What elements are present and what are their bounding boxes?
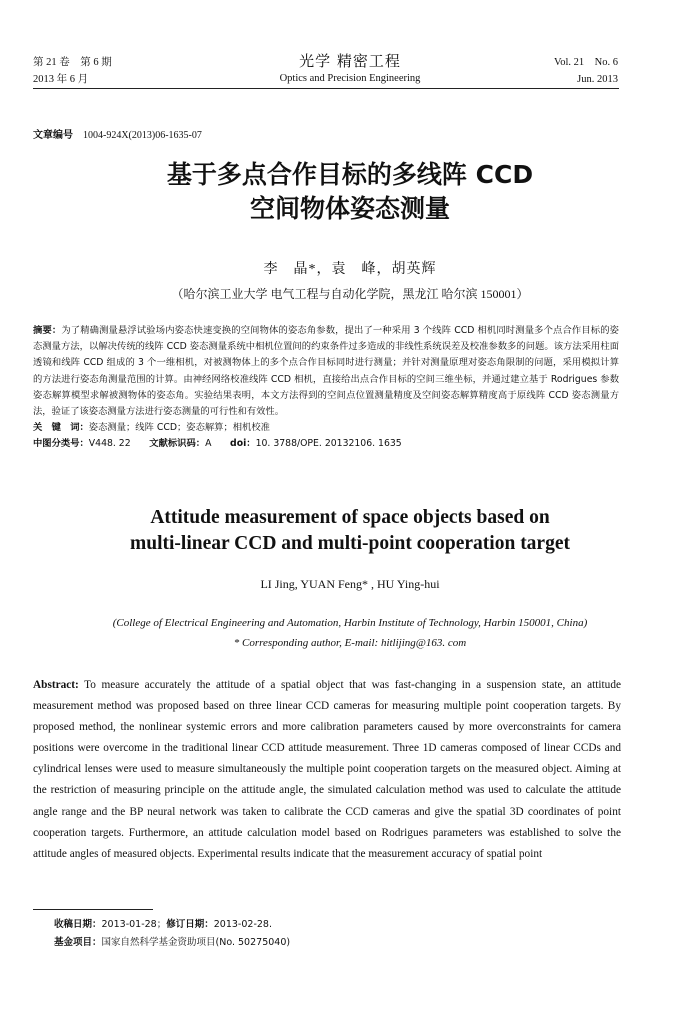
en-abstract-text: To measure accurately the attitude of a spatial object that was fast-changing in a suspension state, an attitude measurement method was proposed based on three linear CCD cameras for measuring multiple point cooperation targets. By proposed method, the nonlinear systemic errors and more calibration parameters caused by more overconstraints for camera positions were overcome in the traditional linear CCD attitude measurement. Three 1D cameras composed of linear CCDs and cylindrical lenses were used to measure simultaneously the multiple point cooperation targets on the measured object. Aiming at the restriction of measuring principle on the attitude angle, the simulated calculation method was used to calculate the attitude angle range and the BP neural network was taken to calibrate the CCD cameras and give the spatial 3D coordinates of point cooperation targets. Furthermore, an attitude calculation model based on Rodrigues parameters was established to solve the attitude angles of measured objects. Experimental results indicate that the measurement accuracy of spatial point (33, 679, 621, 860)
cn-keywords (33, 420, 619, 436)
cn-classification (33, 436, 619, 452)
cn-affiliation: （哈尔滨工业大学 电气工程与自动化学院，黑龙江 哈尔滨 150001） (171, 287, 529, 301)
en-authors: LI Jing, YUAN Feng* , HU Ying-hui (260, 577, 440, 591)
corresponding-author: * Corresponding author, E-mail: hitlijing@163. com (233, 637, 467, 649)
volume-issue-en: Vol. 21 No. 6 (554, 57, 618, 68)
header-center (200, 50, 500, 84)
date-en: Jun. 2013 (577, 74, 618, 85)
clc-label: 中图分类号： (33, 438, 89, 450)
en-title (0, 505, 700, 557)
doi-label: doi： (230, 438, 256, 450)
received-label: 收稿日期： (54, 919, 102, 930)
en-title-line1: Attitude measurement of space objects based on (150, 507, 550, 528)
doc-code-label: 文献标识码： (149, 438, 206, 450)
cn-abstract-block (33, 323, 619, 453)
cn-abstract-label: 摘要： (33, 325, 62, 336)
clc-value: V448. 22 (88, 438, 131, 450)
fund-label: 基金项目： (54, 937, 102, 948)
revised-date: 2013-02-28. (213, 919, 272, 930)
header-left (33, 54, 112, 88)
cn-abstract (33, 323, 619, 420)
header-right (554, 54, 618, 88)
cn-title-line1: 基于多点合作目标的多线阵 CCD (166, 160, 534, 189)
cn-title-line2: 空间物体姿态测量 (249, 194, 450, 223)
en-affiliation-block (0, 613, 700, 653)
header-divider (33, 88, 619, 89)
volume-issue-cn: 第 21 卷 第 6 期 (33, 57, 112, 68)
article-number (33, 126, 202, 141)
date-cn: 2013 年 6 月 (33, 74, 89, 85)
cn-abstract-text: 为了精确测量悬浮试验场内姿态快速变换的空间物体的姿态角参数，提出了一种采用 3 个线阵 CCD 相机同时测量多个点合作目标的姿态测量方法，以解决传统的线阵 CCD 姿态测量系统中相机位置间的约束条件过多造成的非线性系统误差及校准参数多的问题。该方法采用柱面透镜和线阵 CCD 组成的 3 个一维相机，对被测物体上的多个点合作目标同时进行测量；并针对测量原理对姿态角限制的问题，采用模拟计算的方法进行姿态角测量范围的计算。由神经网络校准线阵 CCD 相机，直接给出点合作目标的空间三维坐标，并通过建立基于 Rodrigues 参数姿态解算模型求解被测物体的姿态角。实验结果表明，本文方法得到的空间点位置测量精度及空间姿态解算精度高于原线阵 CCD 姿态测量方法，验证了该姿态测量方法进行姿态测量的可行性和有效性。 (33, 325, 619, 418)
fund-value: 国家自然科学基金资助项目(No. 50275040) (101, 937, 291, 948)
en-abstract (33, 675, 621, 865)
footnote-divider (33, 909, 153, 910)
received-date: 2013-01-28； (101, 919, 167, 930)
footnote-fund (54, 934, 290, 952)
cn-keywords-label: 关 键 词： (33, 422, 89, 434)
article-number-label: 文章编号 (33, 130, 73, 141)
cn-title (0, 158, 700, 226)
article-number-value: 1004-924X(2013)06-1635-07 (83, 130, 202, 141)
journal-title-en: Optics and Precision Engineering (279, 73, 421, 84)
footnote-dates (54, 916, 290, 934)
en-title-line2: multi-linear CCD and multi-point cooperation target (130, 533, 570, 554)
doc-code-value: A (205, 438, 212, 450)
journal-title-cn: 光学 精密工程 (299, 52, 401, 70)
en-abstract-label: Abstract: (33, 679, 79, 691)
footnote (54, 916, 290, 952)
en-affiliation: (College of Electrical Engineering and Automation, Harbin Institute of Technology, Harbin 150001, China) (112, 617, 588, 629)
cn-keywords-text: 姿态测量；线阵 CCD；姿态解算；相机校准 (88, 422, 270, 434)
cn-authors: 李 晶*，袁 峰，胡英辉 (263, 262, 437, 277)
revised-label: 修订日期： (166, 919, 214, 930)
doi-value: 10. 3788/OPE. 20132106. 1635 (255, 438, 402, 450)
